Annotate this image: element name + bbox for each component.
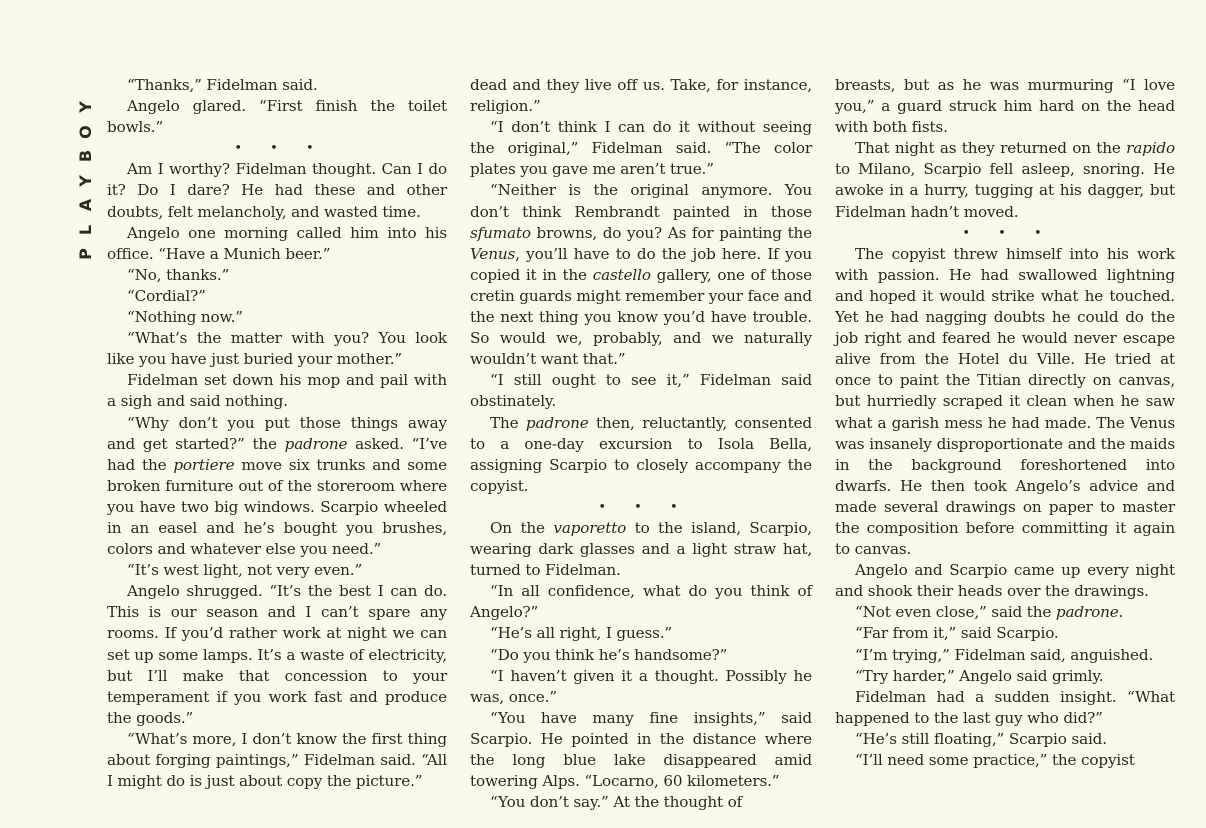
italic-text: padrone bbox=[284, 434, 348, 453]
magazine-sidebar-label bbox=[66, 76, 106, 266]
paragraph bbox=[107, 75, 447, 96]
paragraph bbox=[835, 560, 1175, 602]
text-run: “Nothing now.” bbox=[127, 308, 243, 327]
text-run: “I don’t think I can do it without seeing the original,” Fidelman said. “The color plates you gave me aren’t true.” bbox=[470, 118, 812, 179]
sidebar-letter: Y bbox=[76, 101, 95, 113]
text-column-2 bbox=[470, 75, 812, 813]
paragraph bbox=[835, 138, 1175, 222]
italic-text: portiere bbox=[173, 455, 235, 474]
text-run: . bbox=[1118, 603, 1124, 622]
text-run: browns, do you? As for painting the bbox=[530, 223, 812, 242]
italic-text: rapido bbox=[1126, 139, 1175, 158]
text-run: move six trunks and some broken furniture out of the storeroom where you have two big windows. Scarpio wheeled in an easel and he’s bought you brushes, colors and whatever else you need.” bbox=[107, 455, 448, 559]
text-run: Fidelman had a sudden insight. “What happened to the last guy who did?” bbox=[835, 687, 1175, 727]
section-separator bbox=[470, 497, 812, 518]
text-run: asked. “I’ve had the bbox=[107, 434, 447, 474]
text-run: “Why don’t you put those things away and get started?” the bbox=[107, 413, 447, 453]
italic-text: castello bbox=[592, 265, 651, 284]
text-run: “I haven’t given it a thought. Possibly he was, once.” bbox=[470, 666, 812, 706]
text-run: “Neither is the original anymore. You don’t think Rembrandt painted in those bbox=[470, 181, 812, 221]
paragraph bbox=[470, 581, 812, 623]
italic-text: vaporetto bbox=[553, 518, 627, 537]
text-run: Angelo glared. “First finish the toilet bowls.” bbox=[107, 97, 447, 137]
text-run: • • • bbox=[962, 225, 1054, 241]
paragraph bbox=[470, 666, 812, 708]
text-run: “Try harder,” Angelo said grimly. bbox=[855, 666, 1104, 685]
text-run: Am I worthy? Fidelman thought. Can I do it? Do I dare? He had these and other doubts, felt melancholy, and wasted time. bbox=[107, 160, 447, 221]
paragraph-continuation bbox=[835, 75, 1175, 138]
italic-text: sfumato bbox=[470, 223, 531, 242]
sidebar-letter: A bbox=[76, 198, 95, 212]
paragraph bbox=[835, 623, 1175, 644]
text-run: “I still ought to see it,” Fidelman said obstinately. bbox=[470, 371, 812, 411]
paragraph bbox=[835, 244, 1175, 560]
text-run: • • • bbox=[234, 141, 326, 157]
section-separator bbox=[835, 223, 1175, 244]
paragraph bbox=[470, 370, 812, 412]
text-run: The bbox=[490, 413, 526, 432]
text-run: Fidelman set down his mop and pail with a sigh and said nothing. bbox=[107, 371, 447, 411]
paragraph bbox=[107, 286, 447, 307]
text-run: That night as they returned on the bbox=[855, 139, 1127, 158]
sidebar-letter: B bbox=[76, 149, 95, 163]
italic-text: padrone bbox=[1055, 603, 1119, 622]
paragraph bbox=[107, 560, 447, 581]
paragraph bbox=[470, 117, 812, 180]
paragraph bbox=[107, 729, 447, 792]
sidebar-letter: O bbox=[76, 124, 95, 139]
paragraph bbox=[107, 413, 447, 561]
italic-text: Venus bbox=[470, 244, 516, 263]
text-run: to the island, Scarpio, wearing dark glasses and a light straw hat, turned to Fidelman. bbox=[470, 518, 812, 580]
paragraph bbox=[107, 159, 447, 222]
text-column-3 bbox=[835, 75, 1175, 771]
text-run: “In all confidence, what do you think of Angelo?” bbox=[470, 582, 812, 622]
paragraph bbox=[107, 223, 447, 265]
text-run: “Do you think he’s handsome?” bbox=[490, 645, 728, 664]
paragraph-continuation bbox=[470, 75, 812, 117]
text-run: “You have many fine insights,” said Scarpio. He pointed in the distance where the long blue lake disappeared amid towering Alps. “Locarno, 60 kilometers.” bbox=[470, 708, 812, 791]
paragraph bbox=[835, 729, 1175, 750]
text-run: The copyist threw himself into his work with passion. He had swallowed lightning and hoped it would strike what he touched. Yet he had nagging doubts he could do the job right and feared he would never escape alive from the Hotel du Ville. He tried at once to paint the Titian directly on canvas, but hurriedly scraped it clean when he saw what a garish mess he had made. The Venus was insanely disproportionate and the maids in the background foreshortened into dwarfs. He then took Angelo’s advice and made several drawings on paper to master the composition before committing it again to canvas. bbox=[835, 244, 1175, 559]
paragraph bbox=[107, 328, 447, 370]
text-run: gallery, one of those cretin guards might remember your face and the next thing you know you’d have trouble. So would we, probably, and we naturally wouldn’t want that.” bbox=[470, 265, 812, 369]
paragraph bbox=[107, 370, 447, 412]
text-run: “Thanks,” Fidelman said. bbox=[127, 76, 318, 94]
text-run: “No, thanks.” bbox=[127, 265, 230, 284]
text-run: Angelo and Scarpio came up every night and shook their heads over the drawings. bbox=[835, 561, 1175, 601]
text-run: “What’s more, I don’t know the first thing about forging paintings,” Fidelman said. “All I might do is just about copy the picture.” bbox=[107, 729, 447, 791]
paragraph bbox=[107, 307, 447, 328]
paragraph bbox=[107, 265, 447, 286]
text-run: then, reluctantly, consented to a one-day excursion to Isola Bella, assigning Scarpio to closely accompany the copyist. bbox=[470, 413, 812, 495]
text-run: “Cordial?” bbox=[127, 286, 206, 305]
text-run: “He’s all right, I guess.” bbox=[490, 624, 673, 643]
text-run: “I’ll need some practice,” the copyist bbox=[855, 751, 1135, 769]
paragraph bbox=[470, 413, 812, 497]
text-run: • • • bbox=[598, 499, 690, 515]
text-run: “Not even close,” said the bbox=[855, 603, 1056, 622]
paragraph bbox=[107, 96, 447, 138]
sidebar-letter: Y bbox=[76, 174, 95, 187]
italic-text: padrone bbox=[525, 413, 589, 432]
text-run: On the bbox=[490, 518, 554, 537]
text-run: Angelo shrugged. “It’s the best I can do. This is our season and I can’t spare any rooms. If you’d rather work at night we can set up some lamps. It’s a waste of electricity, but I’ll make that concession to your temperament if you work fast and produce the goods.” bbox=[107, 582, 447, 727]
text-column-1 bbox=[107, 75, 447, 792]
text-run: to Milano, Scarpio fell asleep, snoring. He awoke in a hurry, tugging at his dagger, but Fidelman hadn’t moved. bbox=[835, 160, 1175, 221]
text-run: “Far from it,” said Scarpio. bbox=[855, 624, 1059, 643]
text-run: “He’s still floating,” Scarpio said. bbox=[855, 729, 1107, 748]
text-run: , you’ll have to do the job here. If you copied it in the bbox=[470, 244, 812, 284]
paragraph bbox=[835, 645, 1175, 666]
text-run: “What’s the matter with you? You look like you have just buried your mother.” bbox=[107, 329, 447, 369]
paragraph bbox=[835, 687, 1175, 729]
text-run: breasts, but as he was murmuring “I love you,” a guard struck him hard on the head with both fists. bbox=[835, 76, 1175, 137]
text-run: Angelo one morning called him into his office. “Have a Munich beer.” bbox=[107, 223, 447, 263]
paragraph bbox=[470, 708, 812, 792]
paragraph bbox=[470, 518, 812, 581]
paragraph bbox=[470, 792, 812, 813]
paragraph bbox=[470, 623, 812, 644]
sidebar-letter: L bbox=[76, 224, 95, 235]
paragraph bbox=[107, 581, 447, 729]
paragraph bbox=[835, 602, 1175, 623]
text-run: “I’m trying,” Fidelman said, anguished. bbox=[855, 645, 1154, 664]
sidebar-letter: P bbox=[76, 248, 95, 260]
text-run: “It’s west light, not very even.” bbox=[127, 561, 363, 580]
paragraph bbox=[470, 645, 812, 666]
text-run: “You don’t say.” At the thought of bbox=[490, 793, 743, 812]
text-run: dead and they live off us. Take, for instance, religion.” bbox=[470, 76, 812, 116]
paragraph bbox=[470, 180, 812, 370]
paragraph bbox=[835, 750, 1175, 771]
section-separator bbox=[107, 138, 447, 159]
paragraph bbox=[835, 666, 1175, 687]
